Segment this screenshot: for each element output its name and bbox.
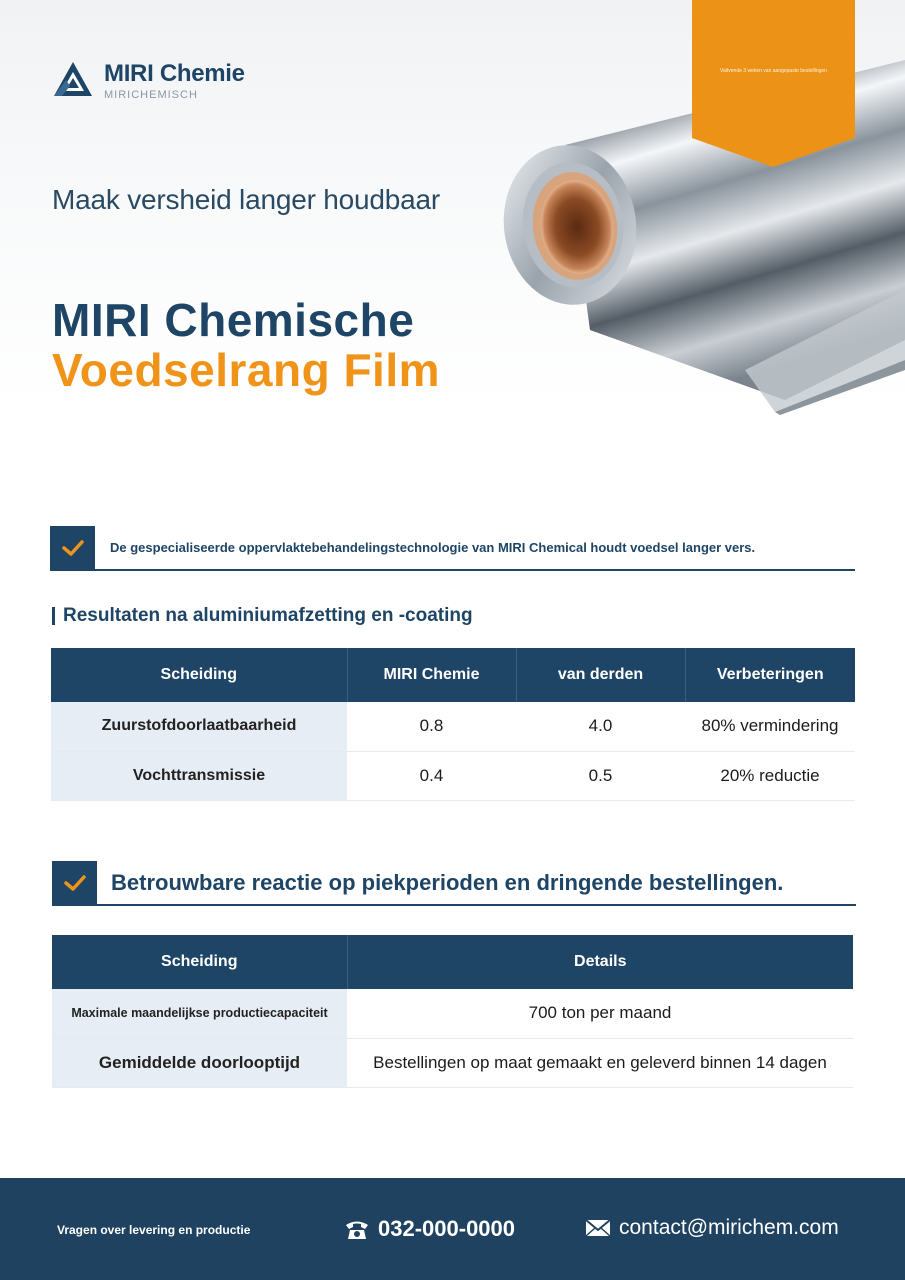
table-cell: 700 ton per maand (347, 989, 853, 1038)
table-row (52, 1038, 853, 1087)
feature-row-reliability (52, 861, 856, 906)
lead-time-badge (692, 0, 855, 167)
mail-icon (585, 1218, 611, 1238)
table-row-label: Vochttransmissie (51, 751, 347, 800)
footer (0, 1178, 905, 1280)
check-icon (50, 526, 95, 569)
footer-phone[interactable] (344, 1216, 515, 1242)
phone-number[interactable]: 032-000-0000 (378, 1216, 516, 1241)
table-row-label: Maximale maandelijkse productiecapaciteit (52, 989, 347, 1038)
table-row-label: Gemiddelde doorlooptijd (52, 1038, 347, 1087)
capacity-table (52, 935, 853, 1088)
table-row-label: Zuurstofdoorlaatbaarheid (51, 702, 347, 751)
brand-name: MIRI Chemie (104, 60, 245, 87)
brand-subtitle: MIRICHEMISCH (104, 89, 198, 101)
table-header-cell: Details (347, 935, 853, 989)
email-address[interactable]: contact@mirichem.com (619, 1216, 839, 1239)
table-row (51, 751, 855, 800)
check-icon (52, 861, 97, 904)
phone-icon (344, 1218, 370, 1240)
table-cell: 20% reductie (685, 751, 855, 800)
results-table (51, 648, 855, 801)
logo-mark-icon (52, 60, 94, 102)
hero-title-line1: MIRI Chemische (52, 294, 415, 346)
table-header-cell: Scheiding (52, 935, 347, 989)
feature-text: Betrouwbare reactie op piekperioden en dringende bestellingen. (111, 869, 784, 895)
footer-label: Vragen over levering en productie (57, 1223, 251, 1237)
table-header-row (52, 935, 853, 989)
section-bar (52, 607, 55, 625)
table-cell: 4.0 (516, 702, 685, 751)
feature-text: De gespecialiseerde oppervlaktebehandelingstechnologie van MIRI Chemical houdt voedsel langer vers. (110, 540, 756, 555)
table-header-cell: Scheiding (51, 648, 347, 702)
table-cell: 0.8 (347, 702, 516, 751)
table-row (52, 989, 853, 1038)
table-header-cell: MIRI Chemie (347, 648, 516, 702)
table-cell: 80% vermindering (685, 702, 855, 751)
footer-email[interactable] (585, 1216, 839, 1240)
table-header-row (51, 648, 855, 702)
hero-tagline: Maak versheid langer houdbaar (52, 184, 441, 215)
feature-row-freshness (50, 526, 855, 571)
table-row (51, 702, 855, 751)
table-cell: 0.4 (347, 751, 516, 800)
table-header-cell: Verbeteringen (685, 648, 855, 702)
table-cell: 0.5 (516, 751, 685, 800)
hero-title-line2: Voedselrang Film (52, 344, 441, 396)
section-title: Resultaten na aluminiumafzetting en -coating (63, 605, 473, 626)
section-heading (52, 605, 473, 627)
brand-logo (52, 60, 245, 102)
table-header-cell: van derden (516, 648, 685, 702)
badge-text: Valtvende 3 weken van aangepaste bestellingen (720, 68, 827, 74)
table-cell: Bestellingen op maat gemaakt en geleverd binnen 14 dagen (347, 1038, 853, 1087)
